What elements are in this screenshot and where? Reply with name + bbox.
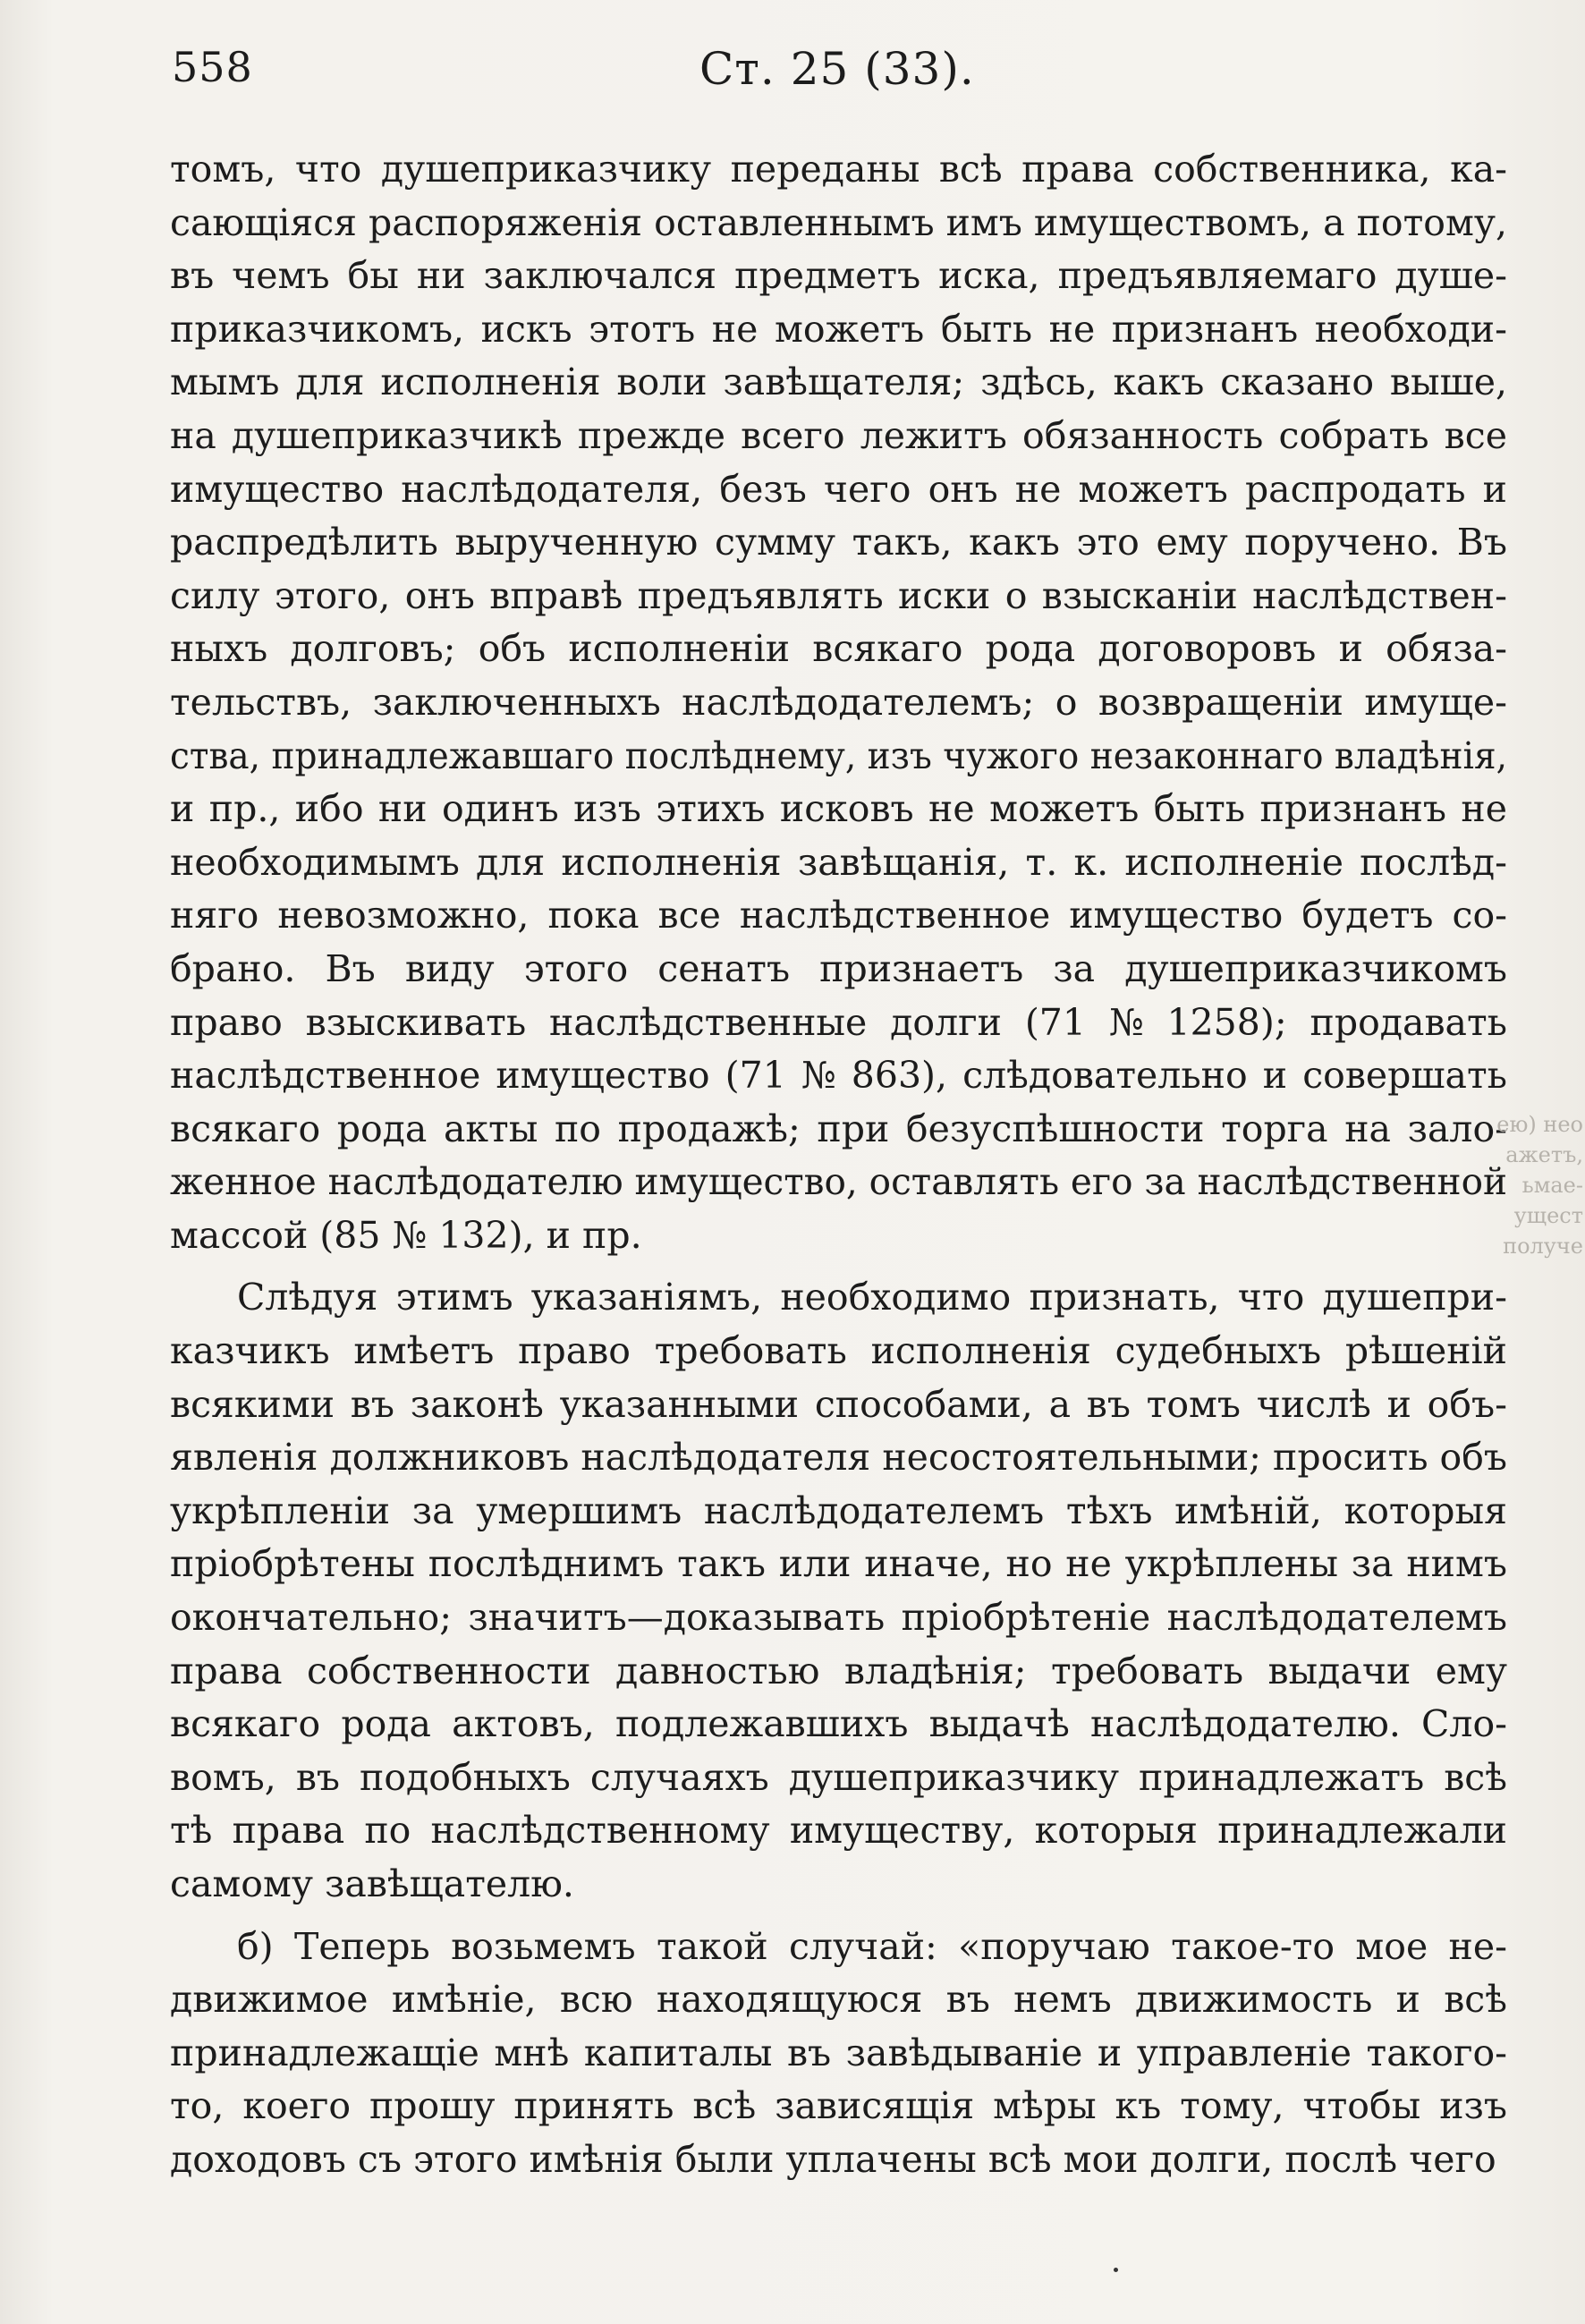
show-through-fragment: получе xyxy=(1503,1234,1583,1259)
show-through-fragment: ею) нео xyxy=(1496,1112,1583,1137)
show-through-text xyxy=(1485,1109,1583,1261)
running-head: Ст. 25 (33). xyxy=(699,43,975,95)
show-through-fragment: ущест xyxy=(1513,1203,1583,1228)
text-line: движимое имѣніе, всю находящуюся въ немъ движимость и всѣ xyxy=(170,1978,1507,2022)
text-line: принадлежащіе мнѣ капиталы въ завѣдываніе и управленіе такого- xyxy=(170,2031,1507,2074)
text-line: право взыскивать наслѣдственные долги (71 № 1258); продавать xyxy=(170,1000,1507,1044)
body-text xyxy=(170,143,1507,2187)
show-through-fragment: ьмае- xyxy=(1521,1173,1583,1198)
text-line: права собственности давностью владѣнія; требовать выдачи ему xyxy=(170,1649,1507,1692)
text-line: укрѣпленіи за умершимъ наслѣдодателемъ тѣхъ имѣній, которыя xyxy=(170,1489,1507,1532)
text-line: казчикъ имѣетъ право требовать исполненія судебныхъ рѣшеній xyxy=(170,1329,1507,1373)
text-line: няго невозможно, пока все наслѣдственное имущество будетъ со- xyxy=(170,894,1507,937)
text-line: приказчикомъ, искъ этотъ не можетъ быть не признанъ необходи- xyxy=(170,307,1507,351)
text-line: томъ, что душеприказчику переданы всѣ права собственника, ка- xyxy=(170,148,1507,191)
text-line: распредѣлить вырученную сумму такъ, какъ это ему поручено. Въ xyxy=(170,521,1507,564)
text-line: доходовъ съ этого имѣнія были уплачены всѣ мои долги, послѣ чего xyxy=(170,2137,1496,2181)
text-line: массой (85 № 132), и пр. xyxy=(170,1213,642,1257)
text-line: всякими въ законѣ указанными способами, а въ томъ числѣ и объ- xyxy=(170,1382,1507,1426)
text-line: б) Теперь возьмемъ такой случай: «поручаю такое-то мое не- xyxy=(237,1924,1507,1968)
text-line: Слѣдуя этимъ указаніямъ, необходимо признать, что душепри- xyxy=(237,1276,1507,1319)
text-line: всякаго рода акты по продажѣ; при безуспѣшности торга на зало- xyxy=(170,1107,1507,1150)
text-line: ныхъ долговъ; объ исполненіи всякаго рода договоровъ и обяза- xyxy=(170,627,1507,671)
text-line: тѣ права по наслѣдственному имуществу, которыя принадлежали xyxy=(170,1809,1507,1853)
print-speck xyxy=(1114,2268,1118,2272)
page-number: 558 xyxy=(172,43,253,91)
text-line: то, коего прошу принять всѣ зависящія мѣры къ тому, чтобы изъ xyxy=(170,2084,1507,2128)
text-line: всякаго рода актовъ, подлежавшихъ выдачѣ наслѣдодателю. Сло- xyxy=(170,1702,1507,1746)
page-header xyxy=(172,43,1496,106)
text-line: женное наслѣдодателю имущество, оставлять его за наслѣдственной xyxy=(170,1160,1507,1204)
text-line: тельствъ, заключенныхъ наслѣдодателемъ; о возвращеніи имуще- xyxy=(170,680,1507,724)
paragraph xyxy=(170,1921,1507,2187)
text-line: ства, принадлежавшаго послѣднему, изъ чужого незаконнаго владѣнія, xyxy=(170,734,1507,777)
text-line: необходимымъ для исполненія завѣщанія, т. к. исполненіе послѣд- xyxy=(170,840,1507,884)
text-line: мымъ для исполненія воли завѣщателя; здѣсь, какъ сказано выше, xyxy=(170,360,1507,404)
text-line: и пр., ибо ни одинъ изъ этихъ исковъ не можетъ быть признанъ не xyxy=(170,787,1507,831)
paragraph xyxy=(170,143,1507,1262)
text-line: наслѣдственное имущество (71 № 863), слѣдовательно и совершать xyxy=(170,1054,1507,1098)
text-line: имущество наслѣдодателя, безъ чего онъ не можетъ распродать и xyxy=(170,467,1507,511)
text-line: на душеприказчикѣ прежде всего лежитъ обязанность собрать все xyxy=(170,413,1507,457)
text-line: самому завѣщателю. xyxy=(170,1862,574,1905)
text-line: вомъ, въ подобныхъ случаяхъ душеприказчику принадлежатъ всѣ xyxy=(170,1755,1507,1799)
paragraph xyxy=(170,1271,1507,1911)
text-line: окончательно; значитъ—доказывать пріобрѣтеніе наслѣдодателемъ xyxy=(170,1596,1507,1640)
text-line: брано. Въ виду этого сенатъ признаетъ за душеприказчикомъ xyxy=(170,946,1507,990)
text-line: силу этого, онъ вправѣ предъявлять иски о взысканіи наслѣдствен- xyxy=(170,573,1507,617)
text-line: сающіяся распоряженія оставленнымъ имъ имуществомъ, а потому, xyxy=(170,200,1507,244)
show-through-fragment: ажетъ, xyxy=(1505,1142,1583,1167)
text-line: въ чемъ бы ни заключался предметъ иска, предъявляемаго душе- xyxy=(170,254,1507,298)
text-line: явленія должниковъ наслѣдодателя несостоятельными; просить объ xyxy=(170,1436,1507,1480)
text-line: пріобрѣтены послѣднимъ такъ или иначе, но не укрѣплены за нимъ xyxy=(170,1542,1507,1586)
